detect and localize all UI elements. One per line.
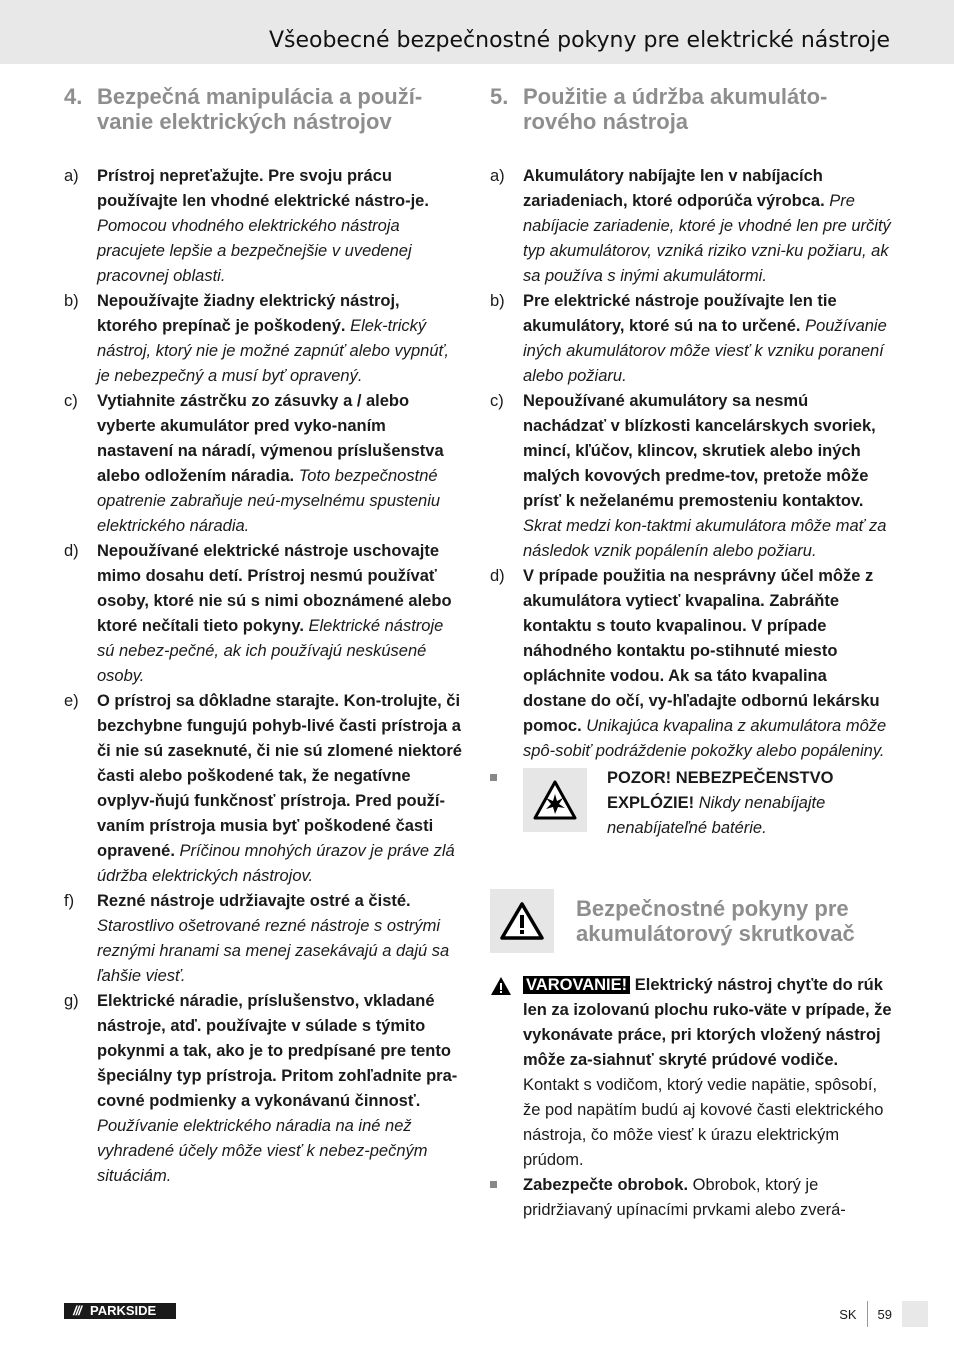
item-italic: Unikajúca kvapalina z akumulátora môže spô-sobiť podráždenie pokožky alebo popáleniny. xyxy=(523,717,887,760)
item-label: d) xyxy=(64,542,79,560)
logo-slashes: /// xyxy=(73,1303,81,1318)
list-item xyxy=(64,164,464,289)
item-bold: Prístroj nepreťažujte. Pre svoju prácu používajte len vhodné elektrické nástro-je. xyxy=(97,167,429,210)
explosion-hazard-icon xyxy=(523,768,587,832)
workpiece-item xyxy=(490,1173,892,1223)
left-column xyxy=(64,84,464,1189)
item-bold: Nepoužívané elektrické nástroje uschovajte mimo dosahu detí. Prístroj nesmú používať osoby, ktoré nie sú s nimi oboznámené alebo ktoré nečítali tieto pokyny. xyxy=(97,542,452,635)
list-item xyxy=(64,989,464,1189)
section-heading: Použitie a údržba akumuláto-rového nástroja xyxy=(523,84,828,134)
item-label: c) xyxy=(490,392,504,410)
warning-small-icon xyxy=(490,973,523,1173)
list-item xyxy=(490,164,892,289)
item-bold: V prípade použitia na nesprávny účel môže z akumulátora vytiecť kvapalina. Zabráňte kontaktu s touto kvapalinou. V prípade náhodného kontaktu po-stihnuté miesto opláchnite vodou. Ak sa táto kvapalina dostane do očí, vy-hľadajte odbornú lekársku pomoc. xyxy=(523,567,880,735)
item-label: e) xyxy=(64,692,79,710)
item-bold: Akumulátory nabíjajte len v nabíjacích zariadeniach, ktoré odporúča výrobca. xyxy=(523,167,825,210)
list-item xyxy=(490,564,892,764)
item-label: b) xyxy=(64,292,79,310)
item-italic: Príčinou mnohých úrazov je práve zlá údržba elektrických nástrojov. xyxy=(97,842,455,885)
list-item xyxy=(490,289,892,389)
item-italic: Používanie elektrického náradia na iné než vyhradené účely môže viesť k nebez-pečným situáciám. xyxy=(97,1117,428,1185)
danger-italic: Nikdy nenabíjajte nenabíjateľné batérie. xyxy=(607,794,826,837)
subsection-title: Bezpečnostné pokyny pre akumulátorový skrutkovač xyxy=(576,896,855,946)
subsection-header xyxy=(490,889,892,953)
item-italic: Používanie iných akumulátorov môže viesť k vzniku poranení alebo požiaru. xyxy=(523,317,887,385)
list-item xyxy=(64,889,464,989)
item-italic: Starostlivo ošetrované rezné nástroje s ostrými reznými hranami sa menej zasekávajú a dajú sa ľahšie viesť. xyxy=(97,917,450,985)
warning-normal: Kontakt s vodičom, ktorý vedie napätie, spôsobí, že pod napätím budú aj kovové časti elektrického nástroja, čo môže viesť k úrazu elektrickým prúdom. xyxy=(523,1076,884,1169)
item-bold: Pre elektrické nástroje používajte len tie akumulátory, ktoré sú na to určené. xyxy=(523,292,837,335)
section-number: 4. xyxy=(64,84,83,109)
item-bold: Nepoužívané akumulátory sa nesmú nachádzať v blízkosti kancelárskych svoriek, mincí, kľúčov, klincov, skrutiek alebo iných malých kovových predme-tov, pretože môže prísť k neželanému premosteniu kontaktov. xyxy=(523,392,876,510)
item-italic: Elektrické nástroje sú nebez-pečné, ak ich používajú neskúsené osoby. xyxy=(97,617,444,685)
workpiece-bold: Zabezpečte obrobok. xyxy=(523,1176,689,1194)
warning-badge: VAROVANIE! xyxy=(523,976,630,994)
item-bold: Rezné nástroje udržiavajte ostré a čisté. xyxy=(97,892,411,910)
footer-divider xyxy=(867,1301,868,1327)
item-italic: Pre nabíjacie zariadenie, ktoré je vhodné len pre určitý typ akumulátorov, vzniká riziko vzni-ku požiaru, ak sa používa s inými akumulátormi. xyxy=(523,192,891,285)
item-label: c) xyxy=(64,392,78,410)
workpiece-normal: Obrobok, ktorý je pridržiavaný upínacími prvkami alebo zverá- xyxy=(523,1176,846,1219)
list-item xyxy=(490,389,892,564)
section-5-title xyxy=(490,84,892,134)
parkside-logo xyxy=(64,1303,176,1319)
danger-item xyxy=(490,766,892,841)
item-italic: Skrat medzi kon-taktmi akumulátora môže mať za následok vznik popálenín alebo požiaru. xyxy=(523,517,887,560)
item-bold: O prístroj sa dôkladne starajte. Kon-trolujte, či bezchybne fungujú pohyb-livé časti prístroja a či nie sú zaseknuté, či nie sú zlomené niektoré časti alebo poškodené tak, že negatívne ovplyv-ňujú funkčnosť prístroja. Pred použí-vaním prístroja musia byť poškodené časti opravené. xyxy=(97,692,462,860)
header-title: Všeobecné bezpečnostné pokyny pre elektrické nástroje xyxy=(268,28,890,53)
item-label: d) xyxy=(490,567,505,585)
page-footer xyxy=(839,1301,928,1327)
logo-text: PARKSIDE xyxy=(90,1303,157,1318)
bullet-marker xyxy=(490,1173,523,1223)
list-item xyxy=(64,289,464,389)
item-label: f) xyxy=(64,892,75,910)
item-italic: Toto bezpečnostné opatrenie zabraňuje neú-myselnému spusteniu elektrického náradia. xyxy=(97,467,441,535)
footer-tab xyxy=(902,1301,928,1327)
section-heading: Bezpečná manipulácia a použí-vanie elektrických nástrojov xyxy=(97,84,423,134)
left-list xyxy=(64,164,464,1189)
warning-triangle-icon xyxy=(490,889,554,953)
right-column xyxy=(490,84,892,1223)
section-number: 5. xyxy=(490,84,509,109)
list-item xyxy=(64,689,464,889)
item-italic: Pomocou vhodného elektrického nástroja pracujete lepšie a bezpečnejšie v uvedenej pracovnej oblasti. xyxy=(97,217,412,285)
warning-bold: Elektrický nástroj chyťte do rúk len za izolovanú plochu ruko-väte v prípade, že vykonávate práce, pri ktorých vložený nástroj môže za-siahnuť skryté prúdové vodiče. xyxy=(523,976,892,1069)
warning-item xyxy=(490,973,892,1173)
page-number: 59 xyxy=(877,1306,892,1322)
item-label: g) xyxy=(64,992,79,1010)
bullet-marker xyxy=(490,766,523,841)
item-label: a) xyxy=(64,167,79,185)
item-bold: Vytiahnite zástrčku zo zásuvky a / alebo vyberte akumulátor pred vyko-naním nastavení na náradí, výmenou príslušenstva alebo odložením náradia. xyxy=(97,392,444,485)
item-label: b) xyxy=(490,292,505,310)
list-item xyxy=(64,389,464,539)
section-4-title xyxy=(64,84,464,134)
language-code: SK xyxy=(839,1306,857,1322)
page-header xyxy=(0,0,954,64)
danger-bold: POZOR! NEBEZPEČENSTVO EXPLÓZIE! xyxy=(607,769,834,812)
item-bold: Elektrické náradie, príslušenstvo, vkladané nástroje, atď. používajte v súlade s týmito pokynmi a tak, ako je to predpísané pre tento špeciálny typ prístroja. Pritom zohľadnite pra-covné podmienky a vykonávanú činnosť. xyxy=(97,992,458,1110)
item-label: a) xyxy=(490,167,505,185)
right-list xyxy=(490,164,892,1223)
item-bold: Nepoužívajte žiadny elektrický nástroj, ktorého prepínač je poškodený. xyxy=(97,292,400,335)
list-item xyxy=(64,539,464,689)
item-italic: Elek-trický nástroj, ktorý nie je možné zapnúť alebo vypnúť, je nebezpečný a musí byť opravený. xyxy=(97,317,449,385)
